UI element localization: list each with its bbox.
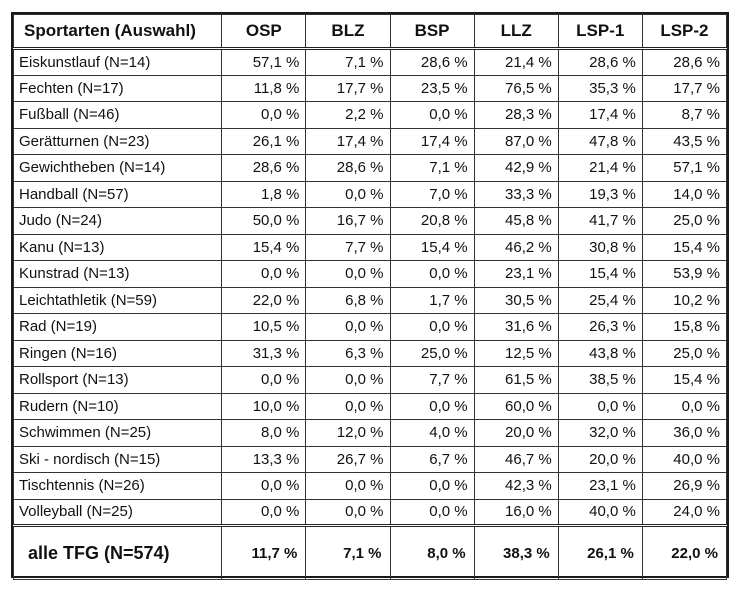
percentage-cell: 32,0 % [558,420,642,447]
percentage-cell: 50,0 % [222,208,306,235]
sport-name-cell: Rollsport (N=13) [14,367,222,394]
column-header-blz: BLZ [306,15,390,49]
percentage-cell: 17,4 % [558,102,642,129]
table-row [14,499,727,526]
percentage-cell: 42,9 % [474,155,558,182]
table-row [14,473,727,500]
column-header-lsp-1: LSP-1 [558,15,642,49]
percentage-cell: 28,6 % [306,155,390,182]
table-row [14,181,727,208]
percentage-cell: 16,7 % [306,208,390,235]
percentage-cell: 7,0 % [390,181,474,208]
sport-name-cell: Fechten (N=17) [14,75,222,102]
table-row [14,208,727,235]
total-cell: 26,1 % [558,526,642,580]
table-row [14,393,727,420]
percentage-cell: 15,8 % [642,314,726,341]
sport-name-cell: Fußball (N=46) [14,102,222,129]
percentage-cell: 7,1 % [390,155,474,182]
percentage-cell: 40,0 % [642,446,726,473]
percentage-cell: 46,7 % [474,446,558,473]
percentage-cell: 20,0 % [558,446,642,473]
percentage-cell: 26,7 % [306,446,390,473]
percentage-cell: 10,5 % [222,314,306,341]
percentage-cell: 35,3 % [558,75,642,102]
total-row-label: alle TFG (N=574) [14,526,222,580]
table-row [14,340,727,367]
percentage-cell: 12,5 % [474,340,558,367]
percentage-cell: 0,0 % [306,181,390,208]
sport-name-cell: Leichtathletik (N=59) [14,287,222,314]
sport-name-cell: Kunstrad (N=13) [14,261,222,288]
percentage-cell: 15,4 % [642,367,726,394]
percentage-cell: 25,0 % [390,340,474,367]
percentage-cell: 25,0 % [642,340,726,367]
percentage-cell: 26,1 % [222,128,306,155]
table-row [14,75,727,102]
percentage-cell: 28,6 % [390,49,474,76]
percentage-cell: 7,7 % [306,234,390,261]
percentage-cell: 1,8 % [222,181,306,208]
table-row [14,446,727,473]
percentage-cell: 87,0 % [474,128,558,155]
percentage-cell: 6,8 % [306,287,390,314]
percentage-cell: 17,7 % [306,75,390,102]
sport-name-cell: Gewichtheben (N=14) [14,155,222,182]
column-header-llz: LLZ [474,15,558,49]
sport-name-cell: Ringen (N=16) [14,340,222,367]
sport-percentage-table [13,14,727,580]
percentage-cell: 6,3 % [306,340,390,367]
table-row [14,367,727,394]
percentage-cell: 45,8 % [474,208,558,235]
percentage-cell: 0,0 % [642,393,726,420]
percentage-cell: 15,4 % [642,234,726,261]
percentage-cell: 1,7 % [390,287,474,314]
percentage-cell: 46,2 % [474,234,558,261]
percentage-cell: 60,0 % [474,393,558,420]
percentage-cell: 57,1 % [642,155,726,182]
sport-name-cell: Handball (N=57) [14,181,222,208]
percentage-cell: 57,1 % [222,49,306,76]
table-row [14,102,727,129]
sport-name-cell: Gerätturnen (N=23) [14,128,222,155]
percentage-cell: 31,6 % [474,314,558,341]
percentage-cell: 33,3 % [474,181,558,208]
table-row [14,314,727,341]
column-header-sport: Sportarten (Auswahl) [14,15,222,49]
table-row [14,287,727,314]
percentage-cell: 0,0 % [306,499,390,526]
percentage-cell: 31,3 % [222,340,306,367]
percentage-cell: 11,8 % [222,75,306,102]
percentage-cell: 14,0 % [642,181,726,208]
table-row [14,49,727,76]
percentage-cell: 43,5 % [642,128,726,155]
percentage-cell: 0,0 % [306,393,390,420]
percentage-cell: 26,3 % [558,314,642,341]
percentage-cell: 4,0 % [390,420,474,447]
percentage-cell: 28,6 % [558,49,642,76]
sport-name-cell: Rudern (N=10) [14,393,222,420]
percentage-cell: 10,0 % [222,393,306,420]
percentage-cell: 8,7 % [642,102,726,129]
table-row [14,128,727,155]
percentage-cell: 25,4 % [558,287,642,314]
percentage-cell: 22,0 % [222,287,306,314]
percentage-cell: 0,0 % [306,261,390,288]
percentage-cell: 0,0 % [390,499,474,526]
percentage-cell: 8,0 % [222,420,306,447]
percentage-cell: 23,1 % [558,473,642,500]
percentage-cell: 36,0 % [642,420,726,447]
percentage-cell: 28,6 % [642,49,726,76]
percentage-cell: 28,6 % [222,155,306,182]
percentage-cell: 23,1 % [474,261,558,288]
percentage-cell: 0,0 % [390,261,474,288]
percentage-cell: 20,8 % [390,208,474,235]
header-row [14,15,727,49]
total-cell: 11,7 % [222,526,306,580]
sport-name-cell: Volleyball (N=25) [14,499,222,526]
percentage-cell: 15,4 % [558,261,642,288]
percentage-cell: 0,0 % [222,499,306,526]
column-header-osp: OSP [222,15,306,49]
percentage-cell: 20,0 % [474,420,558,447]
percentage-cell: 0,0 % [306,473,390,500]
percentage-cell: 0,0 % [558,393,642,420]
percentage-cell: 7,7 % [390,367,474,394]
percentage-cell: 0,0 % [306,314,390,341]
percentage-cell: 26,9 % [642,473,726,500]
percentage-cell: 76,5 % [474,75,558,102]
sport-name-cell: Ski - nordisch (N=15) [14,446,222,473]
percentage-cell: 23,5 % [390,75,474,102]
percentage-cell: 0,0 % [222,261,306,288]
percentage-cell: 53,9 % [642,261,726,288]
table-row [14,155,727,182]
percentage-cell: 24,0 % [642,499,726,526]
percentage-cell: 21,4 % [474,49,558,76]
total-row [14,526,727,580]
sport-name-cell: Rad (N=19) [14,314,222,341]
sport-name-cell: Schwimmen (N=25) [14,420,222,447]
percentage-cell: 6,7 % [390,446,474,473]
percentage-cell: 12,0 % [306,420,390,447]
percentage-cell: 15,4 % [390,234,474,261]
percentage-cell: 0,0 % [222,473,306,500]
percentage-cell: 7,1 % [306,49,390,76]
percentage-cell: 17,7 % [642,75,726,102]
percentage-cell: 25,0 % [642,208,726,235]
percentage-cell: 47,8 % [558,128,642,155]
percentage-cell: 0,0 % [390,314,474,341]
percentage-cell: 41,7 % [558,208,642,235]
percentage-cell: 16,0 % [474,499,558,526]
table-row [14,420,727,447]
percentage-cell: 42,3 % [474,473,558,500]
percentage-cell: 0,0 % [390,473,474,500]
percentage-cell: 15,4 % [222,234,306,261]
total-cell: 38,3 % [474,526,558,580]
percentage-cell: 17,4 % [390,128,474,155]
table-row [14,261,727,288]
percentage-cell: 0,0 % [306,367,390,394]
percentage-cell: 0,0 % [222,102,306,129]
percentage-cell: 0,0 % [390,102,474,129]
table-row [14,234,727,261]
percentage-cell: 38,5 % [558,367,642,394]
total-cell: 8,0 % [390,526,474,580]
column-header-bsp: BSP [390,15,474,49]
column-header-lsp-2: LSP-2 [642,15,726,49]
percentage-cell: 30,8 % [558,234,642,261]
percentage-cell: 0,0 % [222,367,306,394]
percentage-cell: 21,4 % [558,155,642,182]
percentage-cell: 2,2 % [306,102,390,129]
total-cell: 7,1 % [306,526,390,580]
percentage-cell: 30,5 % [474,287,558,314]
percentage-cell: 10,2 % [642,287,726,314]
sport-name-cell: Kanu (N=13) [14,234,222,261]
percentage-cell: 43,8 % [558,340,642,367]
sport-name-cell: Tischtennis (N=26) [14,473,222,500]
sport-name-cell: Eiskunstlauf (N=14) [14,49,222,76]
percentage-cell: 28,3 % [474,102,558,129]
percentage-cell: 13,3 % [222,446,306,473]
sport-name-cell: Judo (N=24) [14,208,222,235]
percentage-cell: 19,3 % [558,181,642,208]
percentage-cell: 61,5 % [474,367,558,394]
percentage-cell: 40,0 % [558,499,642,526]
percentage-cell: 0,0 % [390,393,474,420]
total-cell: 22,0 % [642,526,726,580]
percentage-cell: 17,4 % [306,128,390,155]
